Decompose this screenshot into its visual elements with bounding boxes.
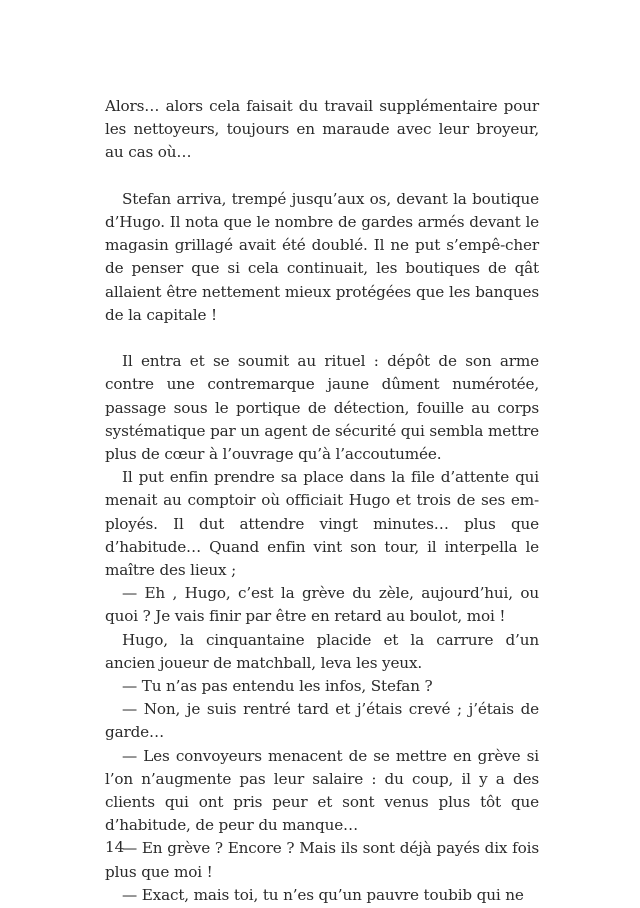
dialogue-line: — Eh , Hugo, c’est la grève du zèle, aujourd’hui, ou quoi ? Je vais finir par être en retard au boulot, moi ! xyxy=(105,584,539,626)
dialogue-line: — Les convoyeurs menacent de se mettre en grève si l’on n’augmente pas leur salaire : du coup, il y a des clients qui ont pris peur et sont venus plus tôt que d’habitude, de peur du manque… xyxy=(105,746,539,835)
dialogue-line: — Tu n’as pas entendu les infos, Stefan ? xyxy=(122,677,433,696)
page-number: 14 xyxy=(105,838,125,856)
dialogue-line: — Exact, mais toi, tu n’es qu’un pauvre toubib qui ne xyxy=(122,885,524,904)
body-text xyxy=(105,95,539,907)
paragraph: Hugo, la cinquantaine placide et la carrure d’un ancien joueur de matchball, leva les yeux. xyxy=(105,630,539,672)
paragraph: Alors… alors cela faisait du travail supplémentaire pour les nettoyeurs, toujours en maraude avec leur broyeur, au cas où… xyxy=(105,97,539,162)
dialogue-line: — En grève ? Encore ? Mais ils sont déjà payés dix fois plus que moi ! xyxy=(105,839,539,881)
paragraph: Stefan arriva, trempé jusqu’aux os, devant la boutique d’Hugo. Il nota que le nombre de gardes armés devant le magasin grillagé avait été doublé. Il ne put s’empê-cher de penser que si cela continuait, les boutiques de qât allaient être nettement mieux protégées que les banques de la capitale ! xyxy=(105,189,539,324)
dialogue-line: — Non, je suis rentré tard et j’étais crevé ; j’étais de garde… xyxy=(105,700,539,742)
paragraph: Il put enfin prendre sa place dans la file d’attente qui menait au comptoir où officiait Hugo et trois de ses em-ployés. Il dut attendre vingt minutes… plus que d’habitude… Quand enfin vint son tour, il interpella le maître des lieux ; xyxy=(105,468,539,580)
paragraph: Il entra et se soumit au rituel : dépôt de son arme contre une contremarque jaune dûment numérotée, passage sous le portique de détection, fouille au corps systématique par un agent de sécurité qui sembla mettre plus de cœur à l’ouvrage qu’à l’accoutumée. xyxy=(105,352,539,464)
